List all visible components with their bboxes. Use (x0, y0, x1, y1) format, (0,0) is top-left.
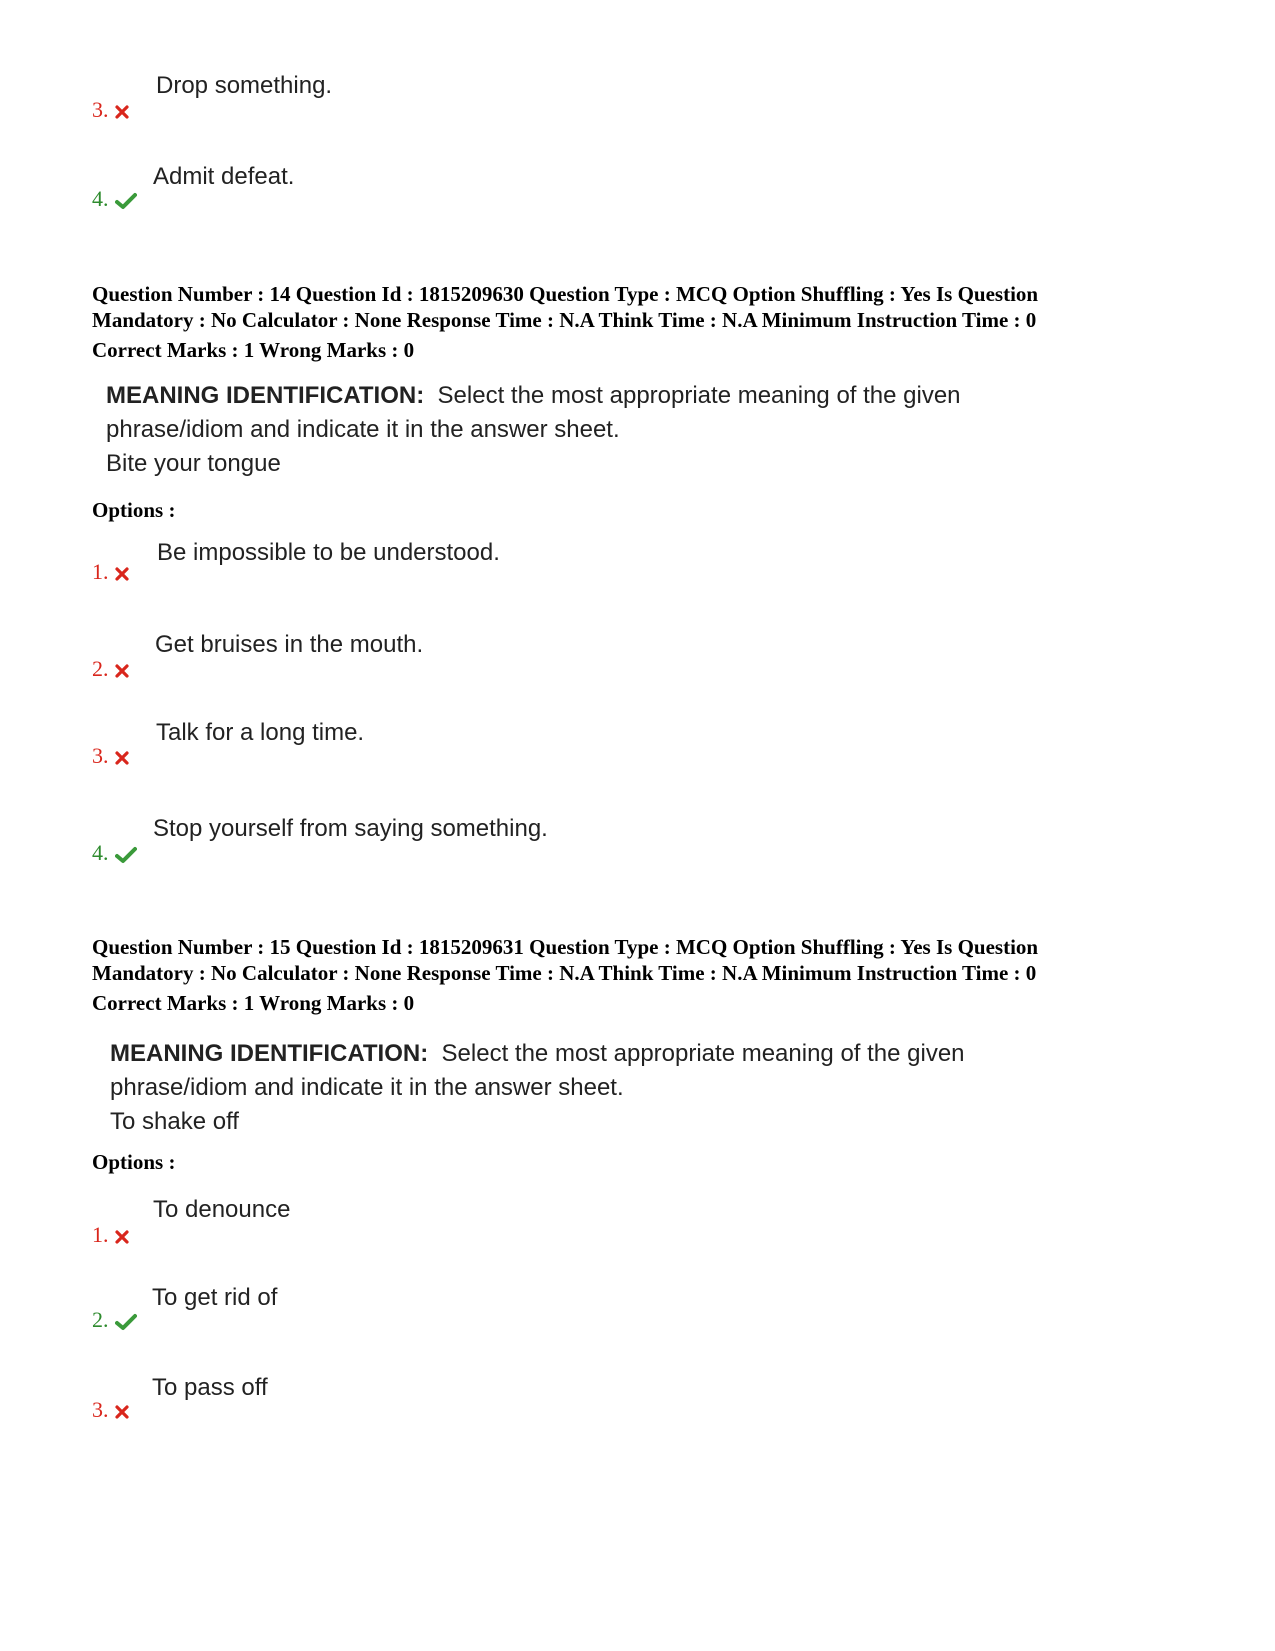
option-text: Be impossible to be understood. (157, 539, 500, 566)
option-text: Admit defeat. (153, 163, 295, 190)
option-number-label: 1. (92, 559, 109, 584)
question-meta (92, 281, 1212, 363)
option-text: Talk for a long time. (156, 719, 365, 746)
question-instruction: Select the most appropriate meaning of the given (441, 1040, 965, 1067)
question-meta-line: Mandatory : No Calculator : None Response Time : N.A Think Time : N.A Minimum Instruction Time : 0 (92, 308, 1037, 332)
option-number (92, 1397, 129, 1423)
cross-icon (115, 664, 129, 678)
option-number-label: 4. (92, 186, 109, 211)
option-number (92, 743, 129, 769)
option-text: Stop yourself from saying something. (153, 815, 548, 842)
question-heading: MEANING IDENTIFICATION: (106, 382, 425, 409)
option-number-label: 4. (92, 840, 109, 865)
option-number-label: 1. (92, 1222, 109, 1247)
option-text: To get rid of (152, 1284, 278, 1311)
option-number (92, 656, 129, 682)
check-icon (115, 192, 137, 210)
cross-icon (115, 1405, 129, 1419)
option-text: To pass off (152, 1374, 268, 1401)
question-heading: MEANING IDENTIFICATION: (110, 1040, 429, 1067)
question-body (110, 1037, 965, 1139)
option-text: To denounce (153, 1196, 291, 1223)
question-meta-line: Question Number : 15 Question Id : 1815209631 Question Type : MCQ Option Shuffling : Yes Is Question (92, 935, 1039, 959)
question-meta (92, 934, 1212, 1016)
option-number-label: 2. (92, 1307, 109, 1332)
question-marks: Correct Marks : 1 Wrong Marks : 0 (92, 338, 415, 362)
option-text: Get bruises in the mouth. (155, 631, 424, 658)
check-icon (115, 846, 137, 864)
option-number-label: 3. (92, 743, 109, 768)
question-marks: Correct Marks : 1 Wrong Marks : 0 (92, 991, 415, 1015)
cross-icon (115, 1230, 129, 1244)
question-meta-line: Mandatory : No Calculator : None Response Time : N.A Think Time : N.A Minimum Instruction Time : 0 (92, 961, 1037, 985)
cross-icon (115, 751, 129, 765)
cross-icon (115, 567, 129, 581)
question-instruction: Select the most appropriate meaning of the given (437, 382, 961, 409)
option-number-label: 3. (92, 97, 109, 122)
options-label: Options : (92, 1150, 176, 1174)
question-meta-line: Question Number : 14 Question Id : 1815209630 Question Type : MCQ Option Shuffling : Yes Is Question (92, 282, 1039, 306)
option-number (92, 97, 129, 123)
question-phrase: Bite your tongue (106, 450, 281, 477)
option-number-label: 2. (92, 656, 109, 681)
question-instruction: phrase/idiom and indicate it in the answer sheet. (110, 1074, 624, 1101)
option-number-label: 3. (92, 1397, 109, 1422)
option-number (92, 1222, 129, 1248)
cross-icon (115, 105, 129, 119)
option-number (92, 559, 129, 585)
option-number (92, 1307, 137, 1333)
question-body (106, 379, 961, 481)
check-icon (115, 1313, 137, 1331)
option-text: Drop something. (156, 72, 333, 99)
option-number (92, 840, 137, 866)
question-phrase: To shake off (110, 1108, 239, 1135)
option-number (92, 186, 137, 212)
question-instruction: phrase/idiom and indicate it in the answer sheet. (106, 416, 620, 443)
options-label: Options : (92, 498, 176, 522)
